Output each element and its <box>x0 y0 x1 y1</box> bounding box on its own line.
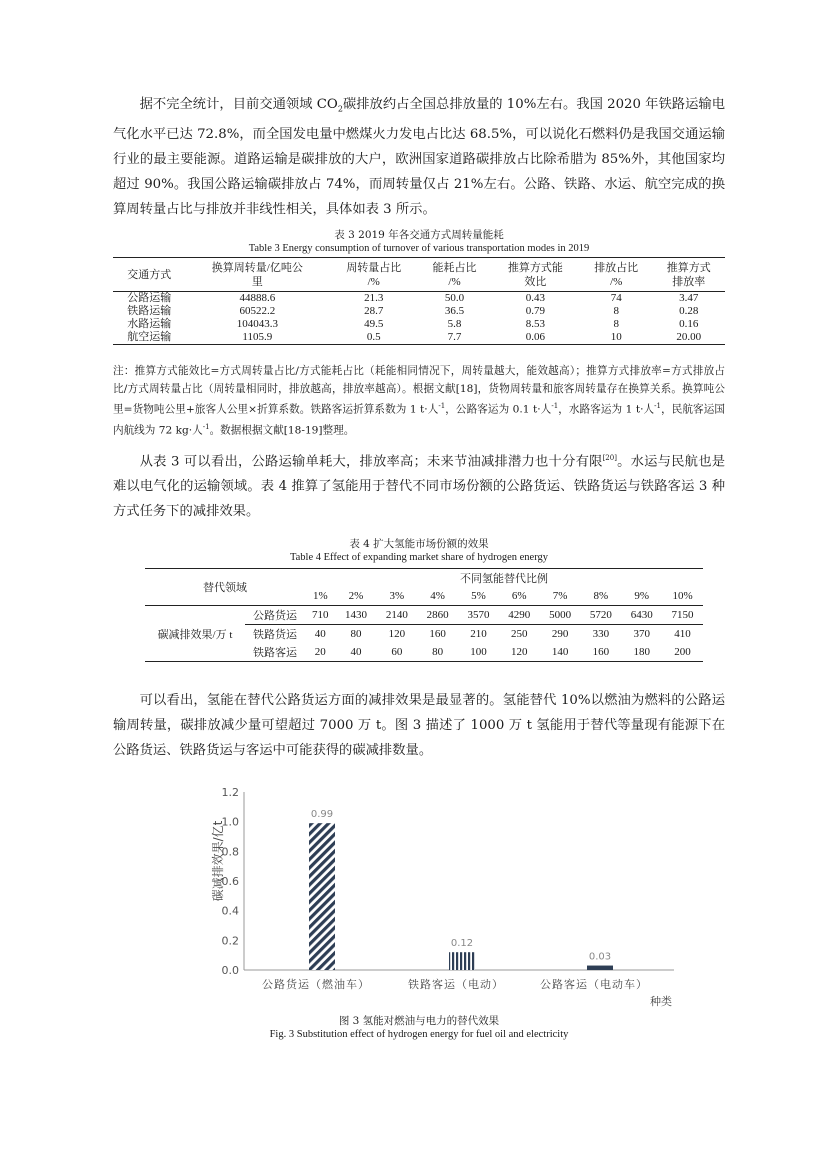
table4-pct-header: 9% <box>621 587 662 606</box>
table-cell: 0.43 <box>525 292 545 304</box>
table4-caption <box>113 538 725 564</box>
figure3-caption <box>113 1015 725 1041</box>
table4-pct-header: 7% <box>540 587 581 606</box>
table-cell: 104043.3 <box>236 318 278 330</box>
y-tick-label: 0.2 <box>221 934 239 948</box>
table-cell: 8.53 <box>525 318 545 330</box>
table4-pct-header: 3% <box>376 587 417 606</box>
table4-pct-header: 6% <box>499 587 540 606</box>
table-cell: 200 <box>662 643 703 662</box>
table-cell: 1430 <box>336 606 377 625</box>
table-cell: 4290 <box>499 606 540 625</box>
table-row <box>113 292 725 306</box>
table-cell: 330 <box>592 628 610 640</box>
x-tick-label: 公路货运（燃油车） <box>262 978 370 991</box>
bar <box>309 823 335 970</box>
table3-caption-en: Table 3 Energy consumption of turnover of various transportation modes in 2019 <box>248 243 590 254</box>
y-tick-label: 1.0 <box>221 815 239 829</box>
table-cell: 60522.2 <box>239 305 276 317</box>
table-cell: 铁路客运 <box>245 643 305 662</box>
table-cell: 80 <box>417 643 458 662</box>
table-cell: 2860 <box>417 606 458 625</box>
table-cell: 160 <box>429 628 446 640</box>
table-cell: 0.06 <box>491 331 580 345</box>
table-cell: 74 <box>610 292 622 304</box>
table-cell: 航空运输 <box>113 331 186 345</box>
table-cell: 180 <box>621 643 662 662</box>
table-cell: 公路货运 <box>245 606 305 625</box>
table-cell: 5720 <box>580 606 621 625</box>
table3-header: 换算周转量/亿吨公 里 <box>186 258 330 292</box>
table3-header: 推算方式能 效比 <box>491 258 580 292</box>
table-cell: 5.8 <box>447 318 462 330</box>
table4-pct-header: 8% <box>580 587 621 606</box>
table-cell: 铁路货运 <box>253 629 297 641</box>
table-cell: 40 <box>314 628 326 640</box>
table4-pct-header: 5% <box>458 587 499 606</box>
table3-header: 交通方式 <box>113 258 186 292</box>
y-tick-label: 0.8 <box>221 845 239 859</box>
y-tick-label: 0.4 <box>221 904 239 918</box>
table-cell: 49.5 <box>364 318 384 330</box>
y-tick-label: 0.6 <box>221 875 239 888</box>
table4-caption-en: Table 4 Effect of expanding market share of hydrogen energy <box>289 552 549 563</box>
table-cell: 0.28 <box>679 305 699 317</box>
table4-row-label: 碳减排效果/万 t <box>145 606 245 662</box>
table-cell: 20 <box>305 643 336 662</box>
table-cell: 40 <box>336 643 377 662</box>
table-3 <box>113 257 725 345</box>
table4-pct-header: 4% <box>417 587 458 606</box>
table4-header-row <box>145 569 703 588</box>
bar-value-label: 0.03 <box>588 951 612 963</box>
table-cell: 5000 <box>540 606 581 625</box>
table-cell: 10 <box>580 331 653 345</box>
table-cell: 1105.9 <box>186 331 330 345</box>
table3-header: 排放占比 /% <box>580 258 653 292</box>
table4-pct-header: 2% <box>336 587 377 606</box>
table-cell: 3570 <box>458 606 499 625</box>
paragraph-1: 据不完全统计，目前交通领域 $CO_2$碳排放约占全国总排放量的 10%左右。我国 2020 年铁路运输电气化水平已达 72.8%，而全国发电量中燃煤火力发电占比达 68.5%，可以说化石燃料仍是我国交通运输行业的最主要能源。道路运输是碳排放的大户，欧洲国家道路碳排放占比除希腊为 85%外，其他国家均超过 90%。我国公路运输碳排放占 74%，而周转量仅占 21%左右。公路、铁路、水运、航空完成的换算周转量占比与排放并非线性相关，具体如表 3 所示。 <box>113 97 725 217</box>
table-cell: 7150 <box>662 606 703 625</box>
table-cell: 210 <box>470 628 487 640</box>
table-row <box>145 606 703 625</box>
table-4 <box>145 568 703 662</box>
table-cell: 290 <box>551 628 569 640</box>
table3-caption-cn: 表 3 2019 年各交通方式周转量能耗 <box>334 229 504 241</box>
table-row <box>113 305 725 318</box>
x-tick-label: 公路客运（电动车） <box>540 978 648 991</box>
table-row <box>113 331 725 345</box>
table3-caption <box>113 229 725 255</box>
table3-header-row <box>113 258 725 292</box>
table-cell: 水路运输 <box>127 318 172 330</box>
table3-header: 能耗占比 /% <box>418 258 491 292</box>
table-cell: 100 <box>458 643 499 662</box>
table-cell: 120 <box>388 628 406 640</box>
bar-value-label: 0.12 <box>450 938 474 950</box>
table-cell: 公路运输 <box>127 292 172 304</box>
table-cell: 80 <box>350 628 362 640</box>
table-cell: 7.7 <box>418 331 491 345</box>
figure3-caption-cn: 图 3 氢能对燃油与电力的替代效果 <box>338 1015 500 1027</box>
x-axis-label: 种类 <box>650 995 672 1008</box>
table-cell: 410 <box>674 628 691 640</box>
table-cell: 710 <box>305 606 336 625</box>
table-cell: 6430 <box>621 606 662 625</box>
table-cell: 8 <box>613 305 619 317</box>
table3-header: 推算方式 排放率 <box>652 258 725 292</box>
table4-pct-header: 10% <box>662 587 703 606</box>
x-tick-label: 铁路客运（电动） <box>408 978 504 991</box>
table-cell: 50.0 <box>444 292 465 304</box>
table-cell: 120 <box>499 643 540 662</box>
bar <box>449 952 475 970</box>
table-cell: 21.3 <box>364 292 384 304</box>
table-cell: 28.7 <box>364 305 384 317</box>
table-cell: 250 <box>511 628 528 640</box>
table4-caption-cn: 表 4 扩大氢能市场份额的效果 <box>349 538 489 550</box>
paragraph-3: 可以看出，氢能在替代公路货运方面的减排效果是最显著的。氢能替代 10%以燃油为燃料的公路运输周转量，碳排放减少量可望超过 7000 万 t。图 3 描述了 1000 万 t 氢能用于替代等量现有能源下在公路货运、铁路货运与客运中可能获得的碳减排数量。 <box>113 693 725 758</box>
table-row <box>113 318 725 331</box>
table-cell: 0.79 <box>525 305 545 317</box>
table4-group-header: 不同氢能替代比例 <box>305 569 703 588</box>
table-cell: 0.16 <box>679 318 699 330</box>
figure-3-bar-chart <box>200 780 700 1010</box>
table-cell: 2140 <box>376 606 417 625</box>
y-tick-label: 0.0 <box>221 964 239 977</box>
table-cell: 0.5 <box>329 331 418 345</box>
table3-header: 周转量占比 /% <box>329 258 418 292</box>
y-axis-label: 碳减排效果/亿t <box>211 820 225 902</box>
figure3-caption-en: Fig. 3 Substitution effect of hydrogen energy for fuel oil and electricity <box>269 1029 569 1040</box>
table-cell: 60 <box>376 643 417 662</box>
table4-pct-header: 1% <box>305 587 336 606</box>
table-cell: 8 <box>613 318 619 330</box>
table4-col-header: 替代领域 <box>145 569 305 606</box>
table3-note: 注：推算方式能效比=方式周转量占比/方式能耗占比（耗能相同情况下，周转量越大，能效越高）；推算方式排放率=方式排放占比/方式周转量占比（周转量相同时，排放越高，排放率越高）。根据文献[18]，货物周转量和旅客周转量存在换算关系。换算吨公里=货物吨公里+旅客人公里×折算系数。铁路客运折算系数为 1 t·人$^{-1}$，公路客运为 0.1 t·人$^{-1}$，水路客运为 1 t·人$^{-1}$，民航客运国内航线为 72 kg·人$^{-1}$。数据根据文献[18-19]整理。 <box>113 365 725 437</box>
table-cell: 36.5 <box>444 305 465 317</box>
table-cell: 铁路运输 <box>127 305 172 317</box>
table-cell: 140 <box>540 643 581 662</box>
table-cell: 44888.6 <box>239 292 276 304</box>
bar <box>587 966 613 970</box>
table-cell: 3.47 <box>679 292 699 304</box>
paragraph-2: 从表 3 可以看出，公路运输单耗大，排放率高；未来节油减排潜力也十分有限[20]。水运与民航也是难以电气化的运输领域。表 4 推算了氢能用于替代不同市场份额的公路货运、铁路货运与铁路客运 3 种方式任务下的减排效果。 <box>113 454 725 520</box>
bar-value-label: 0.99 <box>310 809 334 821</box>
y-tick-label: 1.2 <box>221 786 239 799</box>
table-cell: 370 <box>633 628 650 640</box>
table-cell: 20.00 <box>652 331 725 345</box>
table-cell: 160 <box>580 643 621 662</box>
